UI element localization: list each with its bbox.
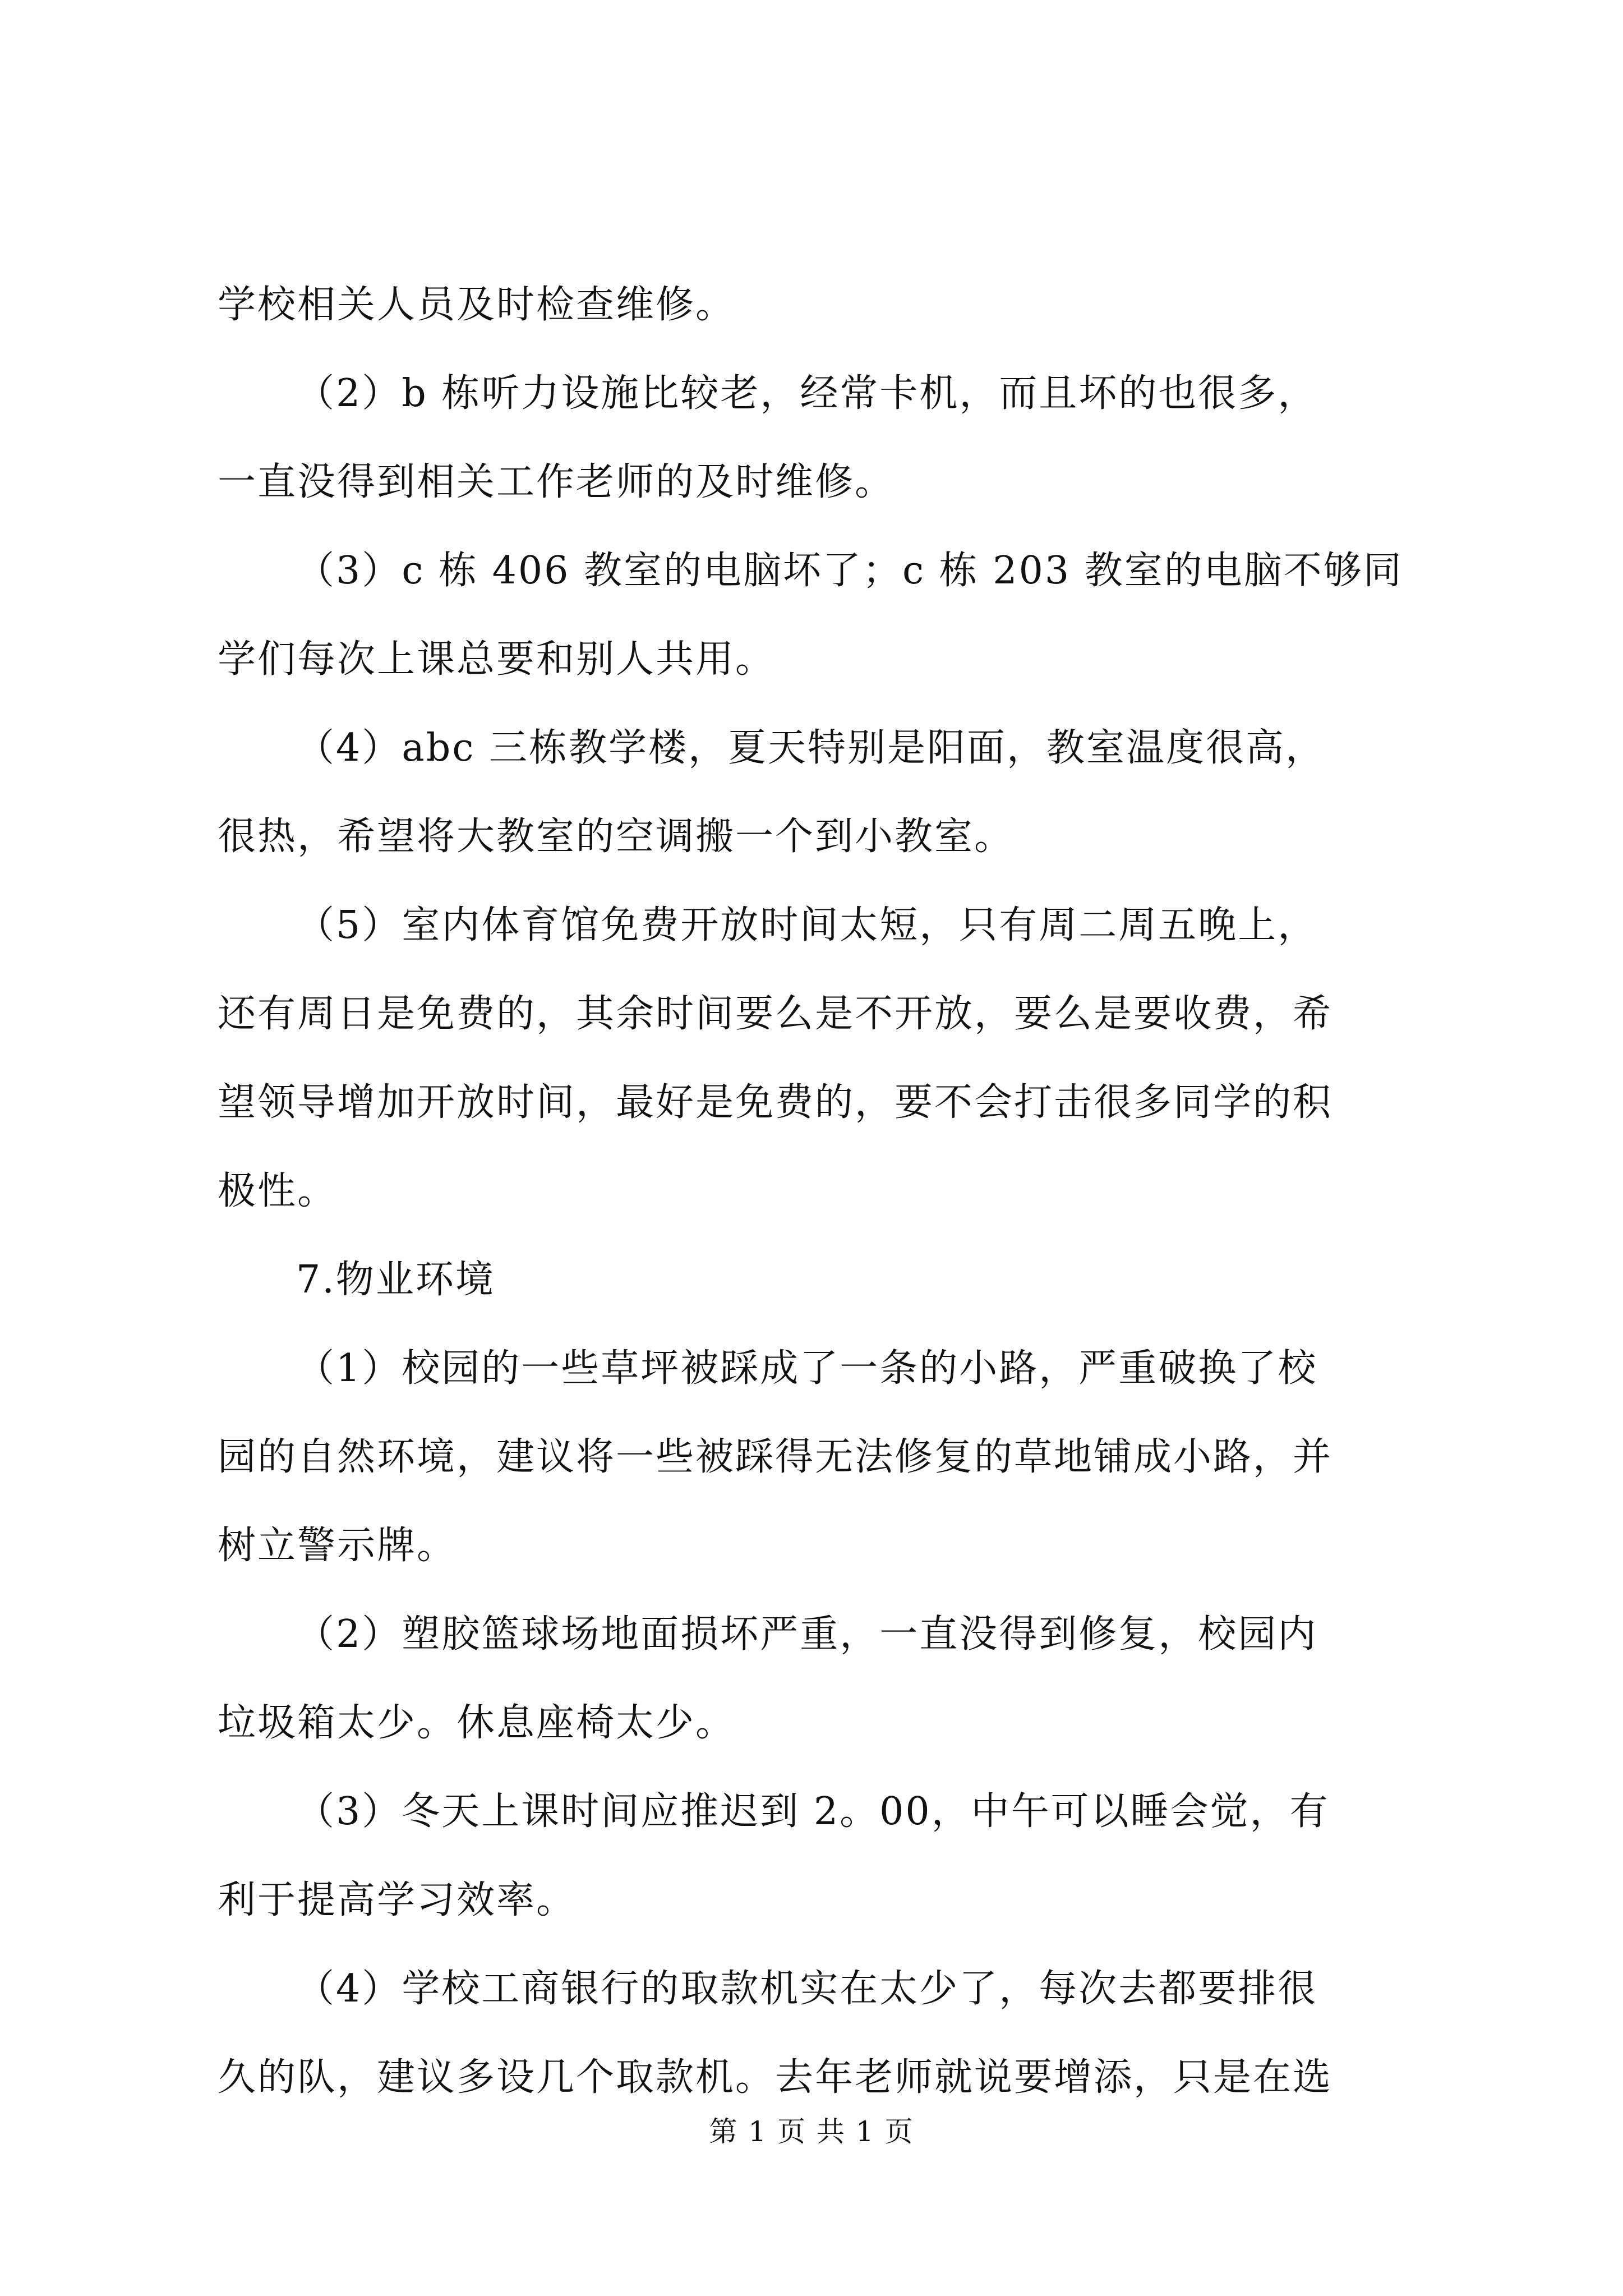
text-line: （4）学校工商银行的取款机实在太少了，每次去都要排很 [296,1967,1318,2011]
text-line: 还有周日是免费的，其余时间要么是不开放，要么是要收费，希 [218,992,1333,1036]
text-line: （4）abc 三栋教学楼，夏天特别是阳面，教室温度很高， [296,726,1326,770]
page-footer: 第 1 页 共 1 页 [709,2115,914,2148]
text-line: 学校相关人员及时检查维修。 [218,283,736,327]
section-heading: 7.物业环境 [296,1258,495,1302]
text-line: （3）冬天上课时间应推迟到 2。00，中午可以睡会觉，有 [296,1789,1330,1834]
text-line: 园的自然环境，建议将一些被踩得无法修复的草地铺成小路，并 [218,1435,1333,1479]
text-line: （5）室内体育馆免费开放时间太短，只有周二周五晚上， [296,903,1318,947]
text-line: 一直没得到相关工作老师的及时维修。 [218,460,895,504]
text-line: 望领导增加开放时间，最好是免费的，要不会打击很多同学的积 [218,1080,1333,1125]
text-line: （1）校园的一些草坪被踩成了一条的小路，严重破换了校 [296,1346,1318,1391]
text-line: 利于提高学习效率。 [218,1878,577,1922]
text-line: 学们每次上课总要和别人共用。 [218,637,776,682]
text-line: 树立警示牌。 [218,1524,457,1568]
text-line: （3）c 栋 406 教室的电脑坏了；c 栋 203 教室的电脑不够同 [296,549,1403,593]
text-line: 垃圾箱太少。休息座椅太少。 [218,1701,736,1745]
text-line: 极性。 [218,1169,338,1213]
text-line: 很热，希望将大教室的空调搬一个到小教室。 [218,815,1015,859]
text-line: 久的队，建议多设几个取款机。去年老师就说要增添，只是在选 [218,2055,1333,2100]
document-body [218,261,1418,2122]
text-line: （2）b 栋听力设施比较老，经常卡机，而且坏的也很多， [296,371,1318,416]
text-line: （2）塑胶篮球场地面损坏严重，一直没得到修复，校园内 [296,1612,1318,1657]
